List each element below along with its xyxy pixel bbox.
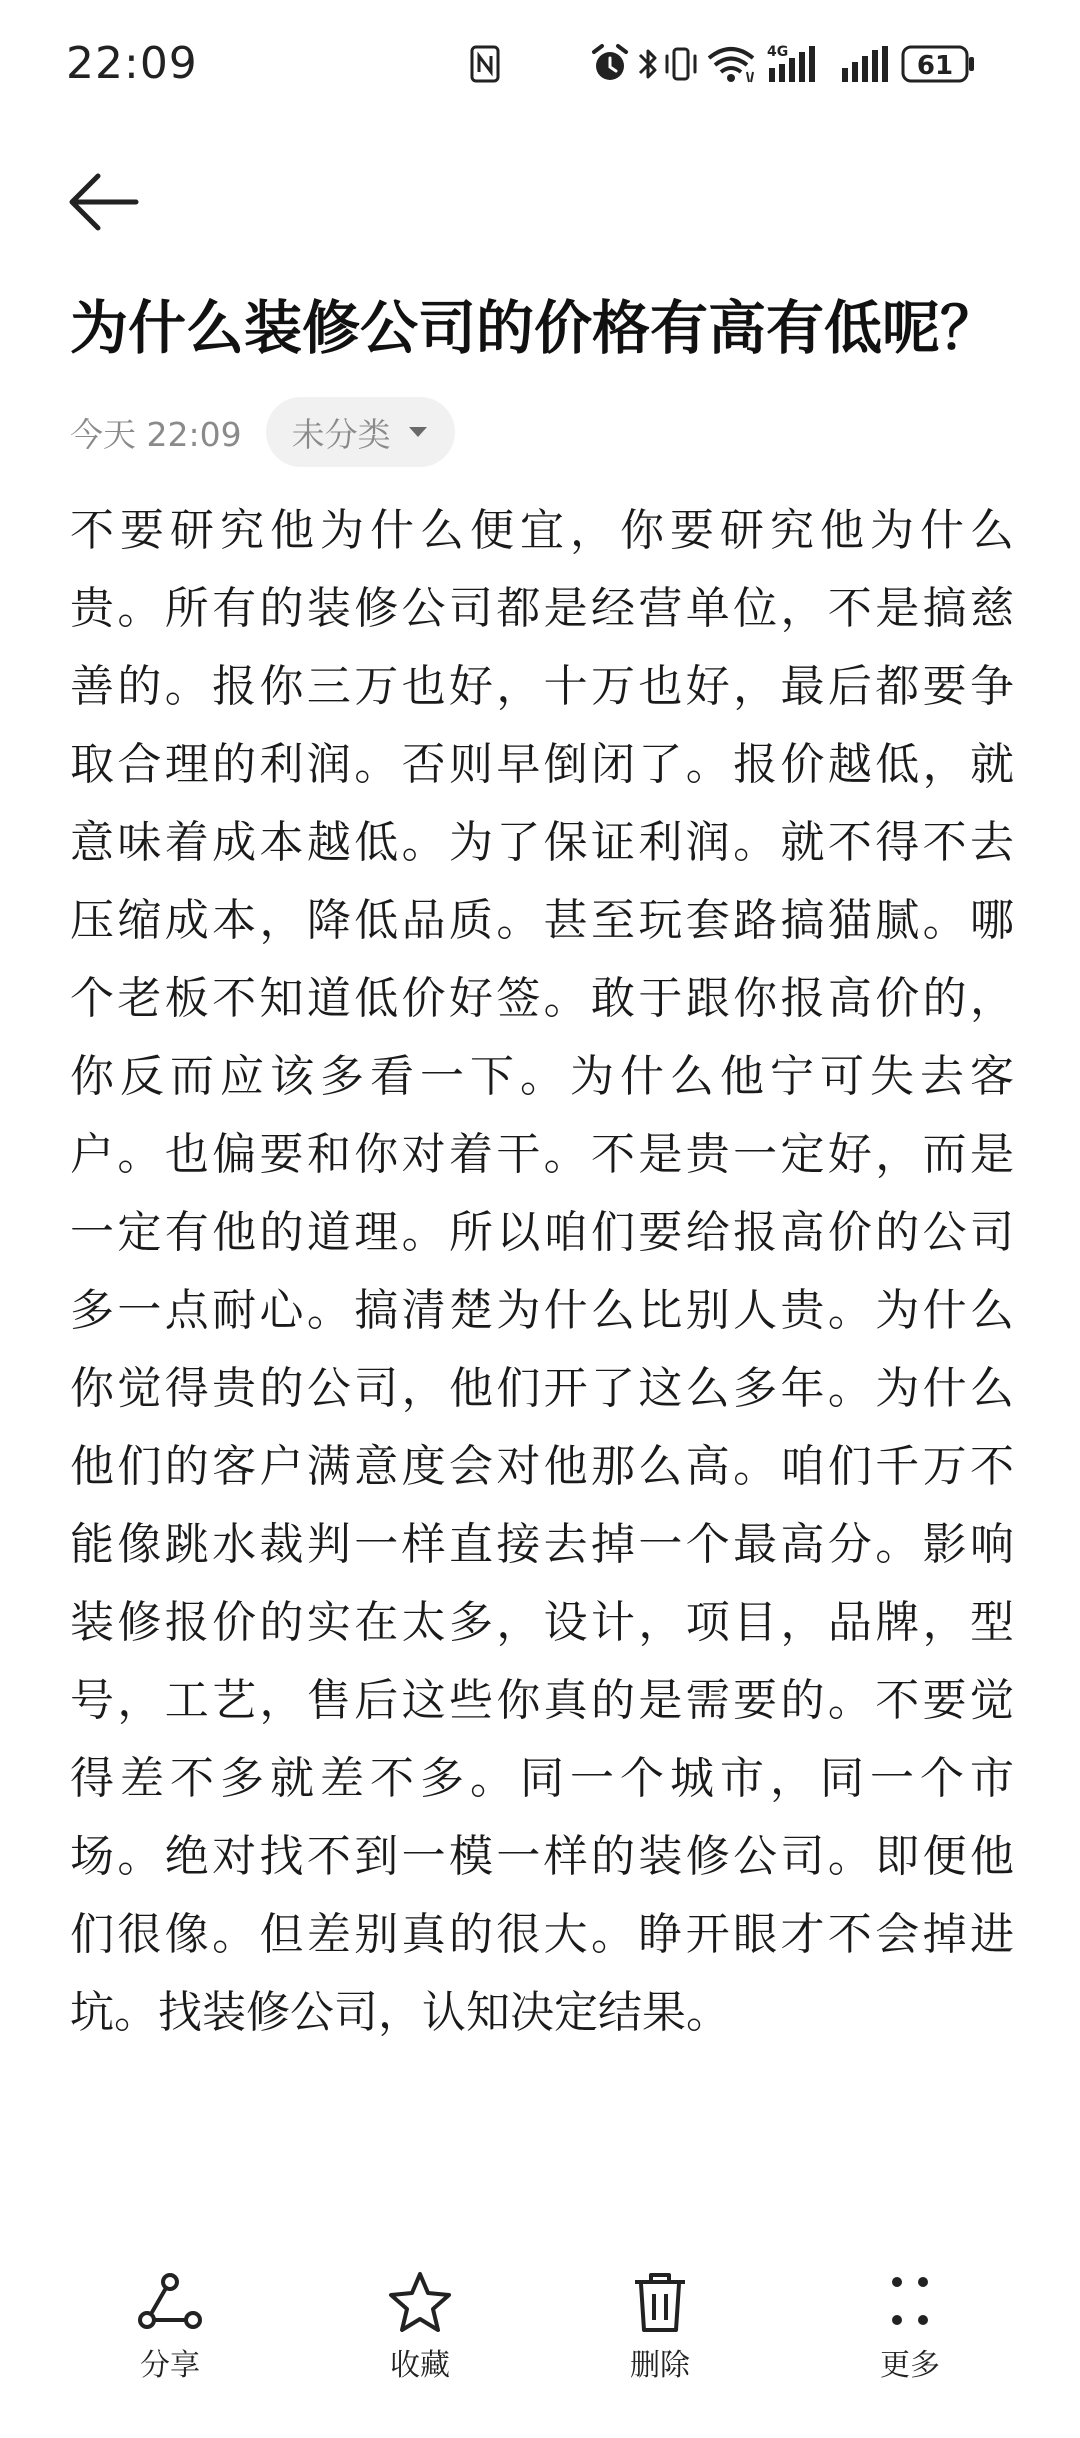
signal-4g-icon <box>767 42 825 86</box>
note-body-line: 号，工艺，售后这些你真的是需要的。不要觉 <box>70 1675 1014 1726</box>
note-body-line: 你反而应该多看一下。为什么他宁可失去客 <box>70 1051 1014 1102</box>
share-button[interactable] <box>80 2270 260 2400</box>
note-body-line: 压缩成本，降低品质。甚至玩套路搞猫腻。哪 <box>70 895 1014 946</box>
favorite-label: 收藏 <box>390 2348 450 2383</box>
note-body-line: 善的。报你三万也好，十万也好，最后都要争 <box>70 661 1014 712</box>
signal-icon <box>840 42 892 86</box>
dropdown-arrow-icon <box>407 425 429 439</box>
note-body[interactable] <box>70 492 1014 2052</box>
nfc-icon <box>467 42 503 86</box>
note-body-line: 个老板不知道低价好签。敢于跟你报高价的， <box>70 973 1014 1024</box>
note-body-line: 他们的客户满意度会对他那么高。咱们千万不 <box>70 1441 1014 1492</box>
note-timestamp: 今天 22:09 <box>70 414 242 454</box>
status-icons <box>455 42 1035 92</box>
note-body-line: 取合理的利润。否则早倒闭了。报价越低，就 <box>70 739 1014 790</box>
note-body-line: 你觉得贵的公司，他们开了这么多年。为什么 <box>70 1363 1014 1414</box>
back-button[interactable] <box>66 168 142 236</box>
share-icon <box>135 2270 205 2334</box>
category-dropdown[interactable] <box>266 397 455 467</box>
note-meta-row <box>70 396 455 468</box>
share-label: 分享 <box>140 2348 200 2383</box>
vibrate-icon <box>663 42 699 86</box>
category-label: 未分类 <box>291 414 391 454</box>
note-body-line: 意味着成本越低。为了保证利润。就不得不去 <box>70 817 1014 868</box>
note-body-line: 不要研究他为什么便宜，你要研究他为什么 <box>70 505 1014 556</box>
note-body-line: 们很像。但差别真的很大。睁开眼才不会掉进 <box>70 1909 1014 1960</box>
battery-icon <box>900 42 978 86</box>
more-label: 更多 <box>880 2348 940 2383</box>
note-body-line: 贵。所有的装修公司都是经营单位，不是搞慈 <box>70 583 1014 634</box>
status-bar <box>0 0 1080 130</box>
note-body-line: 多一点耐心。搞清楚为什么比别人贵。为什么 <box>70 1285 1014 1336</box>
bottom-toolbar <box>0 2270 1080 2400</box>
note-body-line: 场。绝对找不到一模一样的装修公司。即便他 <box>70 1831 1014 1882</box>
battery-level: 61 <box>916 51 954 81</box>
wifi-icon <box>705 42 757 86</box>
note-body-line: 能像跳水裁判一样直接去掉一个最高分。影响 <box>70 1519 1014 1570</box>
back-arrow-icon <box>66 168 142 236</box>
status-time: 22:09 <box>66 38 198 89</box>
note-body-line: 得差不多就差不多。同一个城市，同一个市 <box>70 1753 1014 1804</box>
note-body-line: 一定有他的道理。所以咱们要给报高价的公司 <box>70 1207 1014 1258</box>
trash-icon <box>625 2270 695 2334</box>
note-body-line: 户。也偏要和你对着干。不是贵一定好，而是 <box>70 1129 1014 1180</box>
note-title[interactable]: 为什么装修公司的价格有高有低呢？ <box>70 294 999 362</box>
more-button[interactable] <box>820 2270 1000 2400</box>
delete-label: 删除 <box>630 2348 690 2383</box>
star-icon <box>385 2270 455 2334</box>
alarm-icon <box>590 42 630 86</box>
favorite-button[interactable] <box>330 2270 510 2400</box>
note-body-line: 坑。找装修公司，认知决定结果。 <box>70 1987 730 2038</box>
delete-button[interactable] <box>570 2270 750 2400</box>
bluetooth-icon <box>635 42 661 86</box>
note-body-line: 装修报价的实在太多，设计，项目，品牌，型 <box>70 1597 1014 1648</box>
network-type-label: 4G <box>767 44 789 60</box>
more-dots-icon <box>875 2270 945 2334</box>
